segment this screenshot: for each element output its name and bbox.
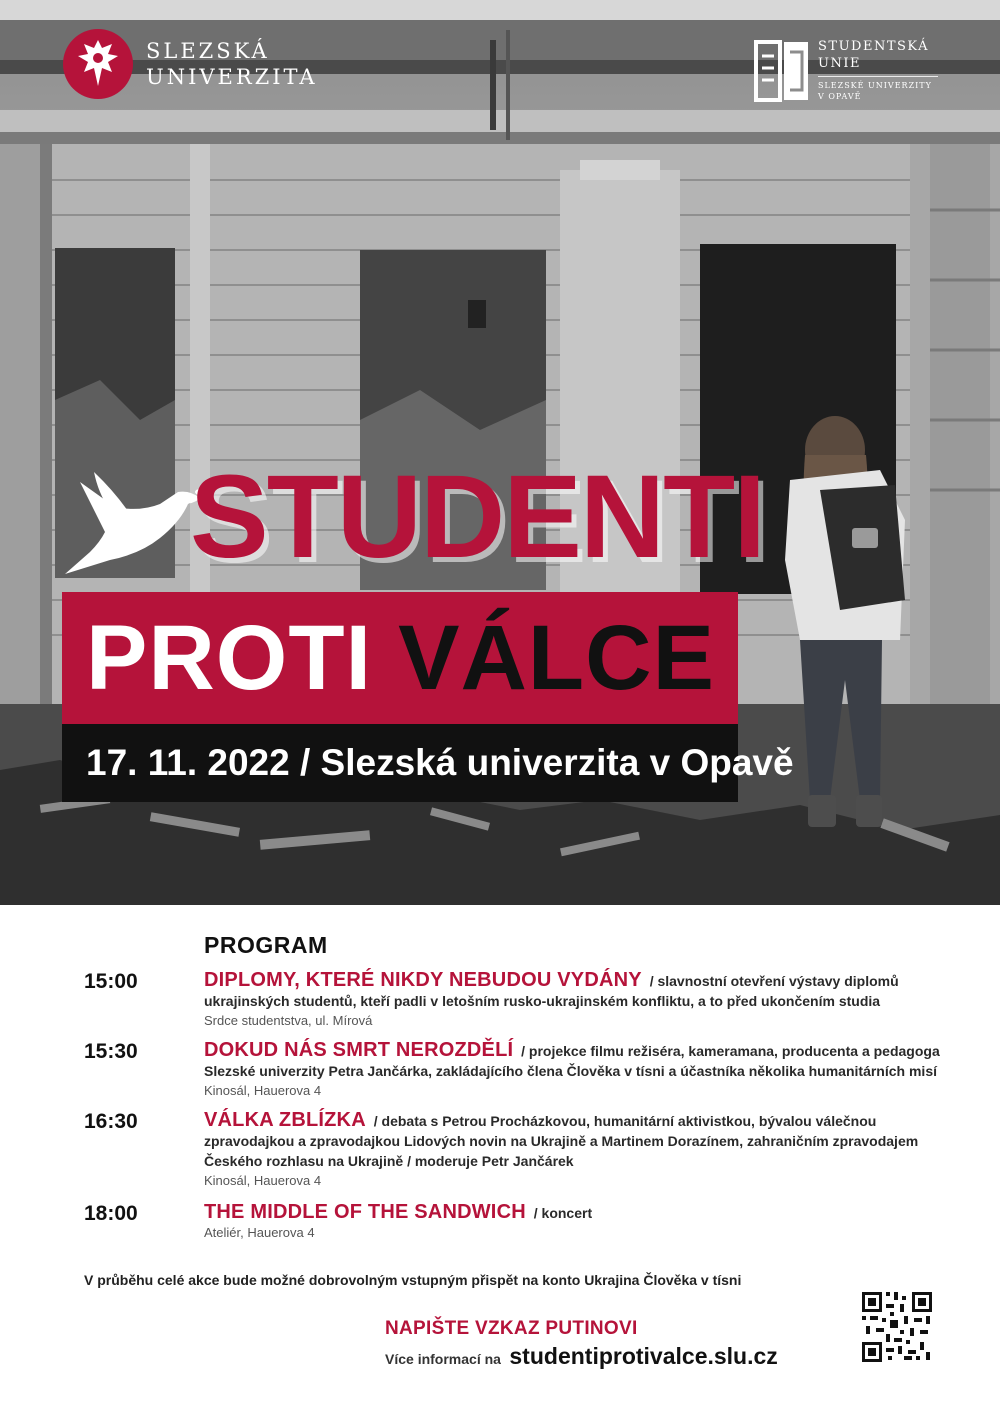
program-title: DIPLOMY, KTERÉ NIKDY NEBUDOU VYDÁNY <box>204 969 642 991</box>
union-name-line1: STUDENTSKÁ <box>818 39 929 54</box>
title-studenti: STUDENTI <box>190 451 764 583</box>
student-union-logo <box>754 38 938 104</box>
more-info-label: Více informací na <box>385 1351 501 1367</box>
union-divider <box>818 76 938 77</box>
university-name-line1: SLEZSKÁ <box>146 39 270 63</box>
eagle-seal-icon <box>62 28 134 100</box>
program-time: 15:30 <box>84 1040 138 1063</box>
program-description: / slavnostní otevření výstavy diplomů ukrajinských studentů, kteří padli v letošním rusko-ukrajinském konfliktu, a to před ukončením studia <box>204 973 899 1009</box>
program-title: VÁLKA ZBLÍZKA <box>204 1109 366 1131</box>
program-time: 15:00 <box>84 970 138 993</box>
qr-code-icon[interactable] <box>860 1290 934 1364</box>
program-heading: PROGRAM <box>204 932 328 958</box>
program-description: / debata s Petrou Procházkovou, humanitární aktivistkou, bývalou válečnou zpravodajkou a zpravodajkou Lidových novin na Ukrajině a Martinem Dorazínem, zahraničním zpravodajem Českého rozhlasu na Ukrajině / moderuje Petr Jančárek <box>204 1113 919 1169</box>
university-name-line2: UNIVERZITA <box>146 65 318 89</box>
program-title: THE MIDDLE OF THE SANDWICH <box>204 1201 526 1223</box>
program-venue: Kinosál, Hauerova 4 <box>204 1173 322 1188</box>
program-description: / projekce filmu režiséra, kameramana, producenta a pedagoga Slezské univerzity Petra Jančárka, zakládajícího člena Člověka v tísni a účastníka několika humanitárních misí <box>204 1043 940 1079</box>
union-name-line4: V OPAVĚ <box>818 92 862 101</box>
program-time: 18:00 <box>84 1202 138 1225</box>
university-logo <box>62 28 318 100</box>
more-info <box>385 1343 778 1370</box>
title-proti: PROTI <box>86 607 373 709</box>
website-link[interactable]: studentiprotivalce.slu.cz <box>509 1343 778 1369</box>
donation-note: V průběhu celé akce bude možné dobrovolným vstupným přispět na konto Ukrajina Člověka v tísni <box>84 1272 742 1288</box>
program-venue: Ateliér, Hauerova 4 <box>204 1225 315 1240</box>
date-place-band: 17. 11. 2022 / Slezská univerzita v Opavě <box>62 724 738 802</box>
program-venue: Kinosál, Hauerova 4 <box>204 1083 322 1098</box>
su-mark-icon <box>754 38 810 104</box>
program-description: / koncert <box>533 1205 593 1221</box>
program-title: DOKUD NÁS SMRT NEROZDĚLÍ <box>204 1039 514 1061</box>
program-venue: Srdce studentstva, ul. Mírová <box>204 1013 373 1028</box>
program-time: 16:30 <box>84 1110 138 1133</box>
union-name-line3: SLEZSKÉ UNIVERZITY <box>818 81 932 90</box>
union-name-line2: UNIE <box>818 56 861 71</box>
title-valce: VÁLCE <box>398 607 715 709</box>
title-band <box>62 592 738 724</box>
call-to-action: NAPIŠTE VZKAZ PUTINOVI <box>385 1318 638 1339</box>
